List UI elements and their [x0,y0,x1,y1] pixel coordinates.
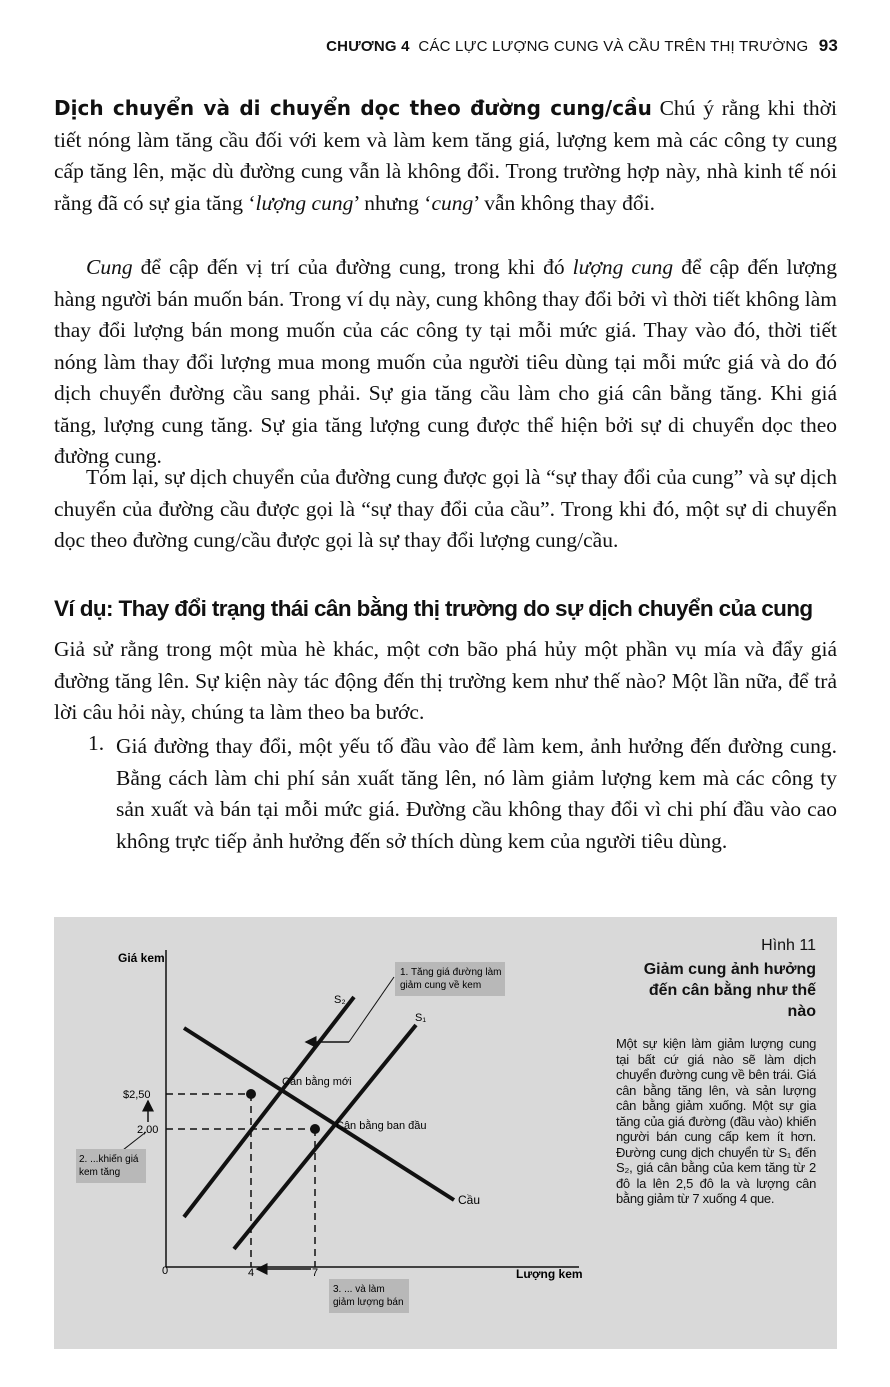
figure-11 [54,917,837,1349]
annotation-leader [349,977,394,1042]
x-axis-label: Lượng kem [516,1267,583,1281]
annotation-3-line-2: giảm lượng bán [333,1297,404,1308]
figure-number: Hình 11 [761,937,816,954]
paragraph-1 [54,93,837,219]
inline-heading: Dịch chuyển và di chuyển dọc theo đường cung/cầu [54,96,652,120]
y-axis-label: Giá kem [118,951,165,965]
paragraph-4 [54,634,837,729]
running-header [326,36,838,56]
figure-caption: Một sự kiện làm giảm lượng cung tại bất cứ giá nào sẽ làm dịch chuyển đường cung về bên trái. Giá cân bằng tăng lên, và sản lượng cân bằng giảm xuống. Một sự gia tăng của giá đường (đầu vào) khiến người bán cung cấp kem ít hơn. Đường cung dịch chuyển từ S₁ đến S₂, giá cân bằng của kem tăng từ 2 đô la lên 2,5 đô la và lượng cân bằng giảm từ 7 xuống 4 que. [616,1036,816,1206]
emphasis: lượng cung [572,255,674,279]
text: Giả sử rằng trong một mùa hè khác, một cơn bão phá hủy một phần vụ mía và đẩy giá đường tăng lên. Sự kiện này tác động đến thị trường kem như thế nào? Một lần nữa, để trả lời câu hỏi này, chúng ta làm theo ba bước. [54,637,837,724]
x-tick-label: 4 [248,1267,255,1279]
figure-sidebar [616,937,816,1207]
paragraph-2 [54,252,837,473]
annotation-1-line-2: giảm cung về kem [400,980,482,991]
chapter-number: CHƯƠNG 4 [326,38,410,55]
text: để cập đến lượng hàng người bán muốn bán. Trong ví dụ này, cung không thay đổi bởi vì thời tiết không làm thay đổi lượng bán mong muốn của các công ty tại mỗi mức giá. Thay vào đó, thời tiết nóng làm thay đổi lượng mua mong muốn của người tiêu dùng tại mỗi mức giá và do đó dịch chuyển đường cầu sang phải. Sự gia tăng cầu làm cho giá cân bằng tăng. Khi giá tăng, lượng cung tăng. Sự gia tăng lượng cung được thể hiện bởi sự di chuyển dọc theo đường cung. [54,255,838,468]
text: ’ vẫn không thay đổi. [473,190,656,215]
demand-label: Cầu [458,1193,481,1207]
page-number: 93 [818,36,838,55]
new-equilibrium-label: Cân bằng mới [282,1076,352,1088]
origin-label: 0 [162,1265,169,1277]
supply-curve-s2 [184,997,354,1217]
annotation-3-line-1: 3. ... và làm [333,1284,385,1295]
chapter-title: CÁC LỰC LƯỢNG CUNG VÀ CẦU TRÊN THỊ TRƯỜNG [418,38,809,55]
initial-equilibrium-label: Cân bằng ban đầu [336,1120,427,1132]
section-heading: Ví dụ: Thay đổi trạng thái cân bằng thị trường do sự dịch chuyển của cung [54,596,813,621]
emphasis: cung [431,190,474,215]
text: để cập đến vị trí của đường cung, trong khi đó [132,255,573,279]
supply-curve-s1 [234,1025,416,1249]
new-equilibrium-point [246,1089,256,1099]
x-tick-label: 7 [312,1267,319,1279]
text: ’ nhưng ‘ [353,190,432,215]
supply-shift-chart [54,917,614,1349]
annotation-2-line-1: 2. ...khiến giá [79,1154,139,1165]
demand-curve [184,1028,454,1200]
initial-equilibrium-point [310,1124,320,1134]
text: Chú ý rằng khi thời tiết nóng làm tăng cầu đối với kem và làm kem tăng giá, lượng kem mà các công ty cung cấp tăng lên, mặc dù đường cung vẫn là không đổi. Trong trường hợp này, nhà kinh tế nói rằng đã có sự gia tăng ‘ [54,96,837,215]
list-number: 1. [88,731,105,755]
s1-label: S₁ [415,1012,427,1024]
emphasis: Cung [86,255,133,279]
paragraph-3 [54,462,837,557]
emphasis: lượng cung [255,190,354,215]
y-tick-label: $2,50 [123,1089,151,1101]
s2-label: S₂ [334,994,346,1006]
annotation-1-line-1: 1. Tăng giá đường làm [400,967,502,978]
list-item-text: Giá đường thay đổi, một yếu tố đầu vào để làm kem, ảnh hưởng đến đường cung. Bằng cách làm chi phí sản xuất tăng lên, nó làm giảm lượng kem mà các công ty sản xuất và bán tại mỗi mức giá. Đường cầu không thay đổi vì chi phí đầu vào cao không trực tiếp ảnh hưởng đến sở thích dùng kem của người tiêu dùng. [116,734,837,853]
y-tick-label: 2,00 [137,1124,159,1136]
annotation-2-line-2: kem tăng [79,1167,121,1178]
figure-title: Giảm cung ảnh hưởng đến cân bằng như thế nào [643,961,816,1020]
text: Tóm lại, sự dịch chuyển của đường cung được gọi là “sự thay đổi của cung” và sự dịch chuyển của đường cầu được gọi là “sự thay đổi của cầu”. Trong khi đó, một sự di chuyển dọc theo đường cung/cầu được gọi là sự thay đổi lượng cung/cầu. [54,465,837,552]
